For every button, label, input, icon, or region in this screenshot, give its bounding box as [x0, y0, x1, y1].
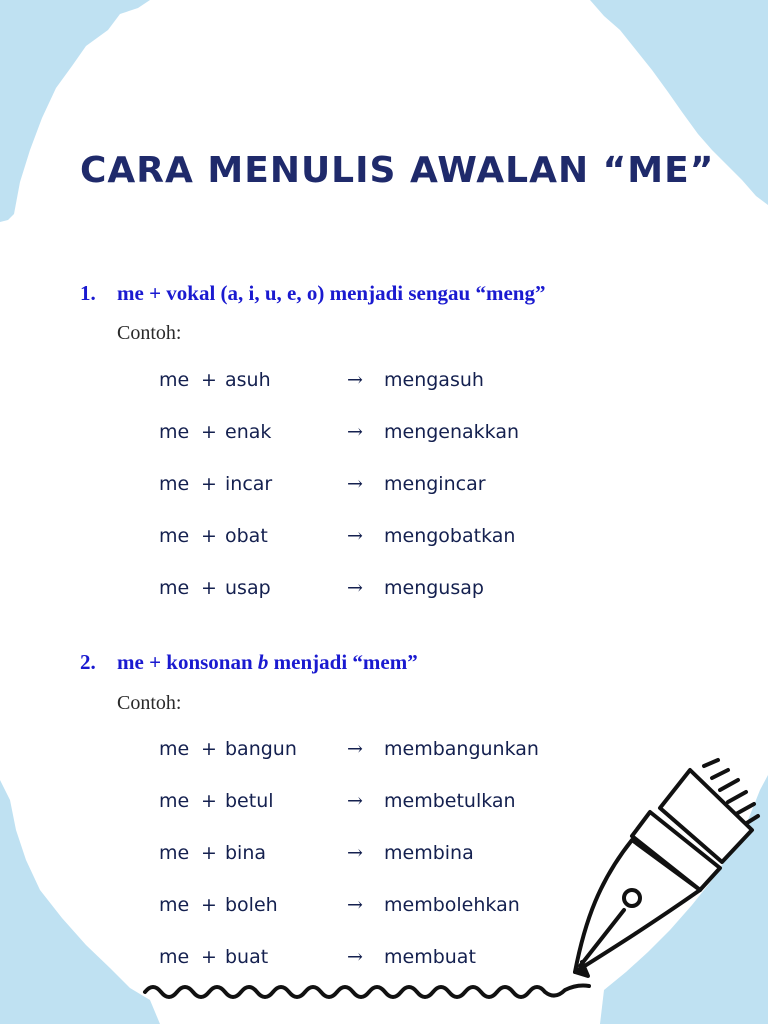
example-result-word: mengasuh — [384, 369, 484, 391]
rule-number: 2. — [80, 650, 96, 674]
example-root-word: boleh — [225, 894, 278, 916]
example-prefix: me — [159, 473, 190, 495]
arrow-icon: → — [347, 946, 363, 968]
rule-number: 1. — [80, 281, 96, 305]
example-prefix: me — [159, 790, 190, 812]
arrow-icon: → — [347, 369, 363, 391]
example-prefix: me — [159, 738, 190, 760]
example-result-word: membangunkan — [384, 738, 539, 760]
arrow-icon: → — [347, 842, 363, 864]
example-prefix: me — [159, 894, 190, 916]
arrow-icon: → — [347, 473, 363, 495]
example-result-word: membina — [384, 842, 474, 864]
arrow-icon: → — [347, 738, 363, 760]
plus-sign: + — [201, 946, 217, 968]
rule-text: me + vokal (a, i, u, e, o) menjadi sengau “meng” — [117, 281, 546, 305]
plus-sign: + — [201, 369, 217, 391]
arrow-icon: → — [347, 790, 363, 812]
example-prefix: me — [159, 946, 190, 968]
example-prefix: me — [159, 577, 190, 599]
rule-1-heading — [80, 281, 545, 306]
example-root-word: enak — [225, 421, 272, 443]
plus-sign: + — [201, 738, 217, 760]
plus-sign: + — [201, 790, 217, 812]
plus-sign: + — [201, 842, 217, 864]
example-result-word: membolehkan — [384, 894, 520, 916]
example-prefix: me — [159, 525, 190, 547]
example-result-word: mengusap — [384, 577, 484, 599]
example-result-word: mengenakkan — [384, 421, 520, 443]
example-result-word: mengincar — [384, 473, 486, 495]
example-root-word: usap — [225, 577, 271, 599]
arrow-icon: → — [347, 525, 363, 547]
example-root-word: buat — [225, 946, 269, 968]
example-root-word: incar — [225, 473, 273, 495]
squiggle-line — [145, 986, 589, 998]
rule-text: me + konsonan — [117, 650, 258, 674]
rule-2-heading — [80, 650, 418, 675]
example-root-word: bangun — [225, 738, 297, 760]
example-root-word: bina — [225, 842, 267, 864]
rule-text-end: menjadi “mem” — [268, 650, 418, 674]
arrow-icon: → — [347, 894, 363, 916]
contoh-label: Contoh: — [117, 692, 182, 714]
plus-sign: + — [201, 525, 217, 547]
corner-bottom-left — [0, 780, 160, 1024]
example-result-word: membuat — [384, 946, 476, 968]
example-root-word: betul — [225, 790, 274, 812]
plus-sign: + — [201, 473, 217, 495]
page-title: CARA MENULIS AWALAN “ME” — [80, 150, 715, 191]
example-prefix: me — [159, 842, 190, 864]
plus-sign: + — [201, 421, 217, 443]
example-root-word: obat — [225, 525, 268, 547]
plus-sign: + — [201, 894, 217, 916]
example-result-word: mengobatkan — [384, 525, 516, 547]
rule-emphasis-letter: b — [257, 650, 269, 674]
contoh-label: Contoh: — [117, 322, 182, 344]
example-prefix: me — [159, 369, 190, 391]
example-prefix: me — [159, 421, 190, 443]
arrow-icon: → — [347, 577, 363, 599]
example-root-word: asuh — [225, 369, 271, 391]
arrow-icon: → — [347, 421, 363, 443]
example-result-word: membetulkan — [384, 790, 516, 812]
plus-sign: + — [201, 577, 217, 599]
